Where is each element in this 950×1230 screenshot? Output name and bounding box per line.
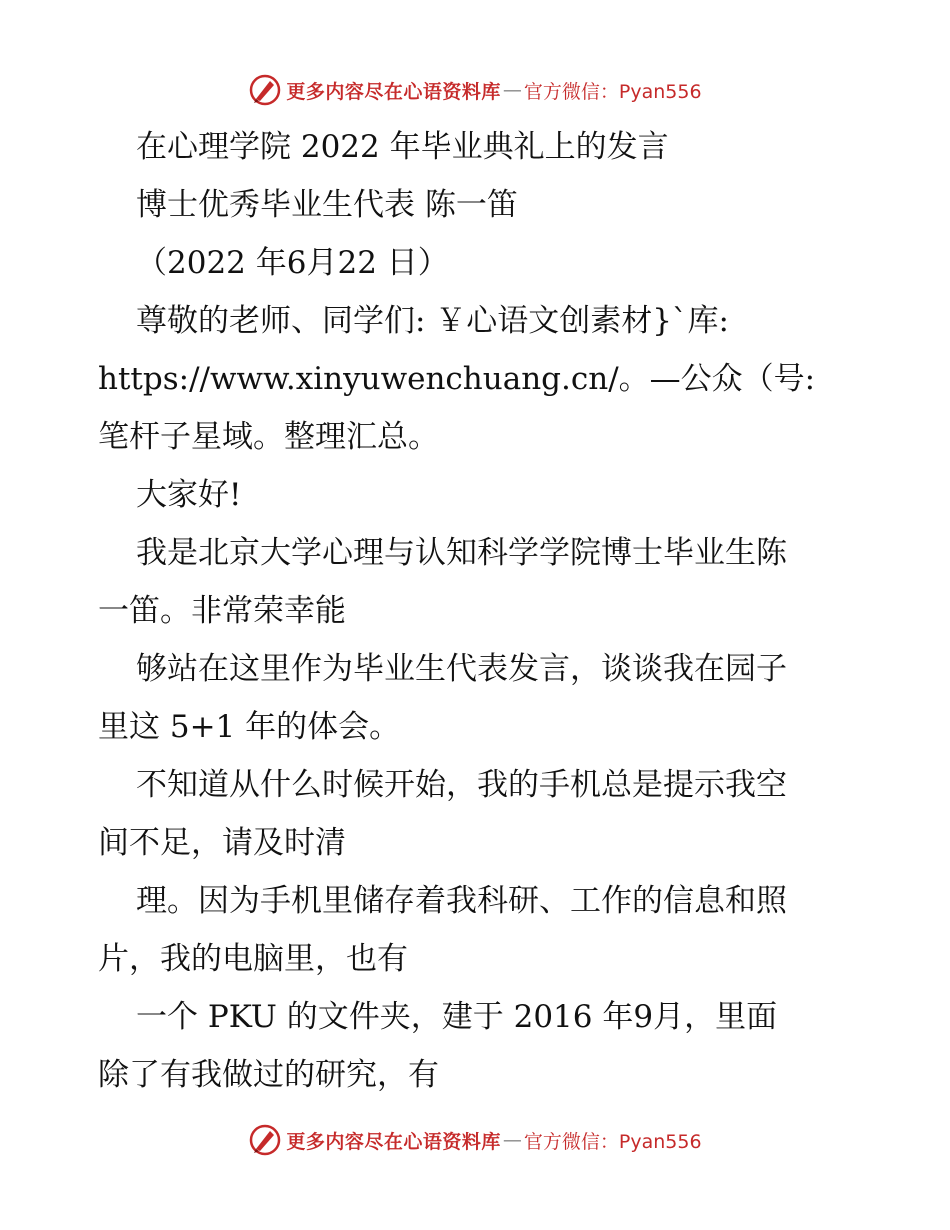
pen-logo-icon [248,1123,282,1157]
watermark-text: 更多内容尽在心语资料库 [286,1130,501,1153]
doc-line: 大家好! [136,477,242,513]
doc-line: 理。因为手机里储存着我科研、工作的信息和照 [136,883,787,919]
watermark-contact: 官方微信：Pyan556 [523,80,702,103]
watermark-contact: 官方微信：Pyan556 [523,1130,702,1153]
pen-logo-icon [248,73,282,107]
watermark-separator: — [502,79,522,101]
document-body [98,118,858,1104]
doc-date: （2022 年6月22 日） [136,245,449,281]
doc-line: 里这 5+1 年的体会。 [98,709,401,745]
doc-line: 一笛。非常荣幸能 [98,593,346,629]
watermark-footer [0,1120,950,1160]
doc-line: 尊敬的老师、同学们: ￥心语文创素材}`库: [136,303,729,339]
doc-line: 不知道从什么时候开始，我的手机总是提示我空 [136,767,787,803]
doc-title: 在心理学院 2022 年毕业典礼上的发言 [136,129,669,165]
watermark-text: 更多内容尽在心语资料库 [286,80,501,103]
doc-line: 除了有我做过的研究，有 [98,1057,439,1093]
doc-line: 片，我的电脑里，也有 [98,941,408,977]
doc-line: 我是北京大学心理与认知科学学院博士毕业生陈 [136,535,787,571]
watermark-separator: — [502,1129,522,1151]
doc-line: 间不足，请及时清 [98,825,346,861]
doc-line: 一个 PKU 的文件夹，建于 2016 年9月，里面 [136,999,778,1035]
doc-line: https://www.xinyuwenchuang.cn/。—公众（号: [98,361,816,397]
doc-line: 够站在这里作为毕业生代表发言，谈谈我在园子 [136,651,787,687]
doc-line: 笔杆子星域。整理汇总。 [98,419,439,455]
doc-speaker: 博士优秀毕业生代表 陈一笛 [136,187,518,223]
watermark-header [0,70,950,110]
